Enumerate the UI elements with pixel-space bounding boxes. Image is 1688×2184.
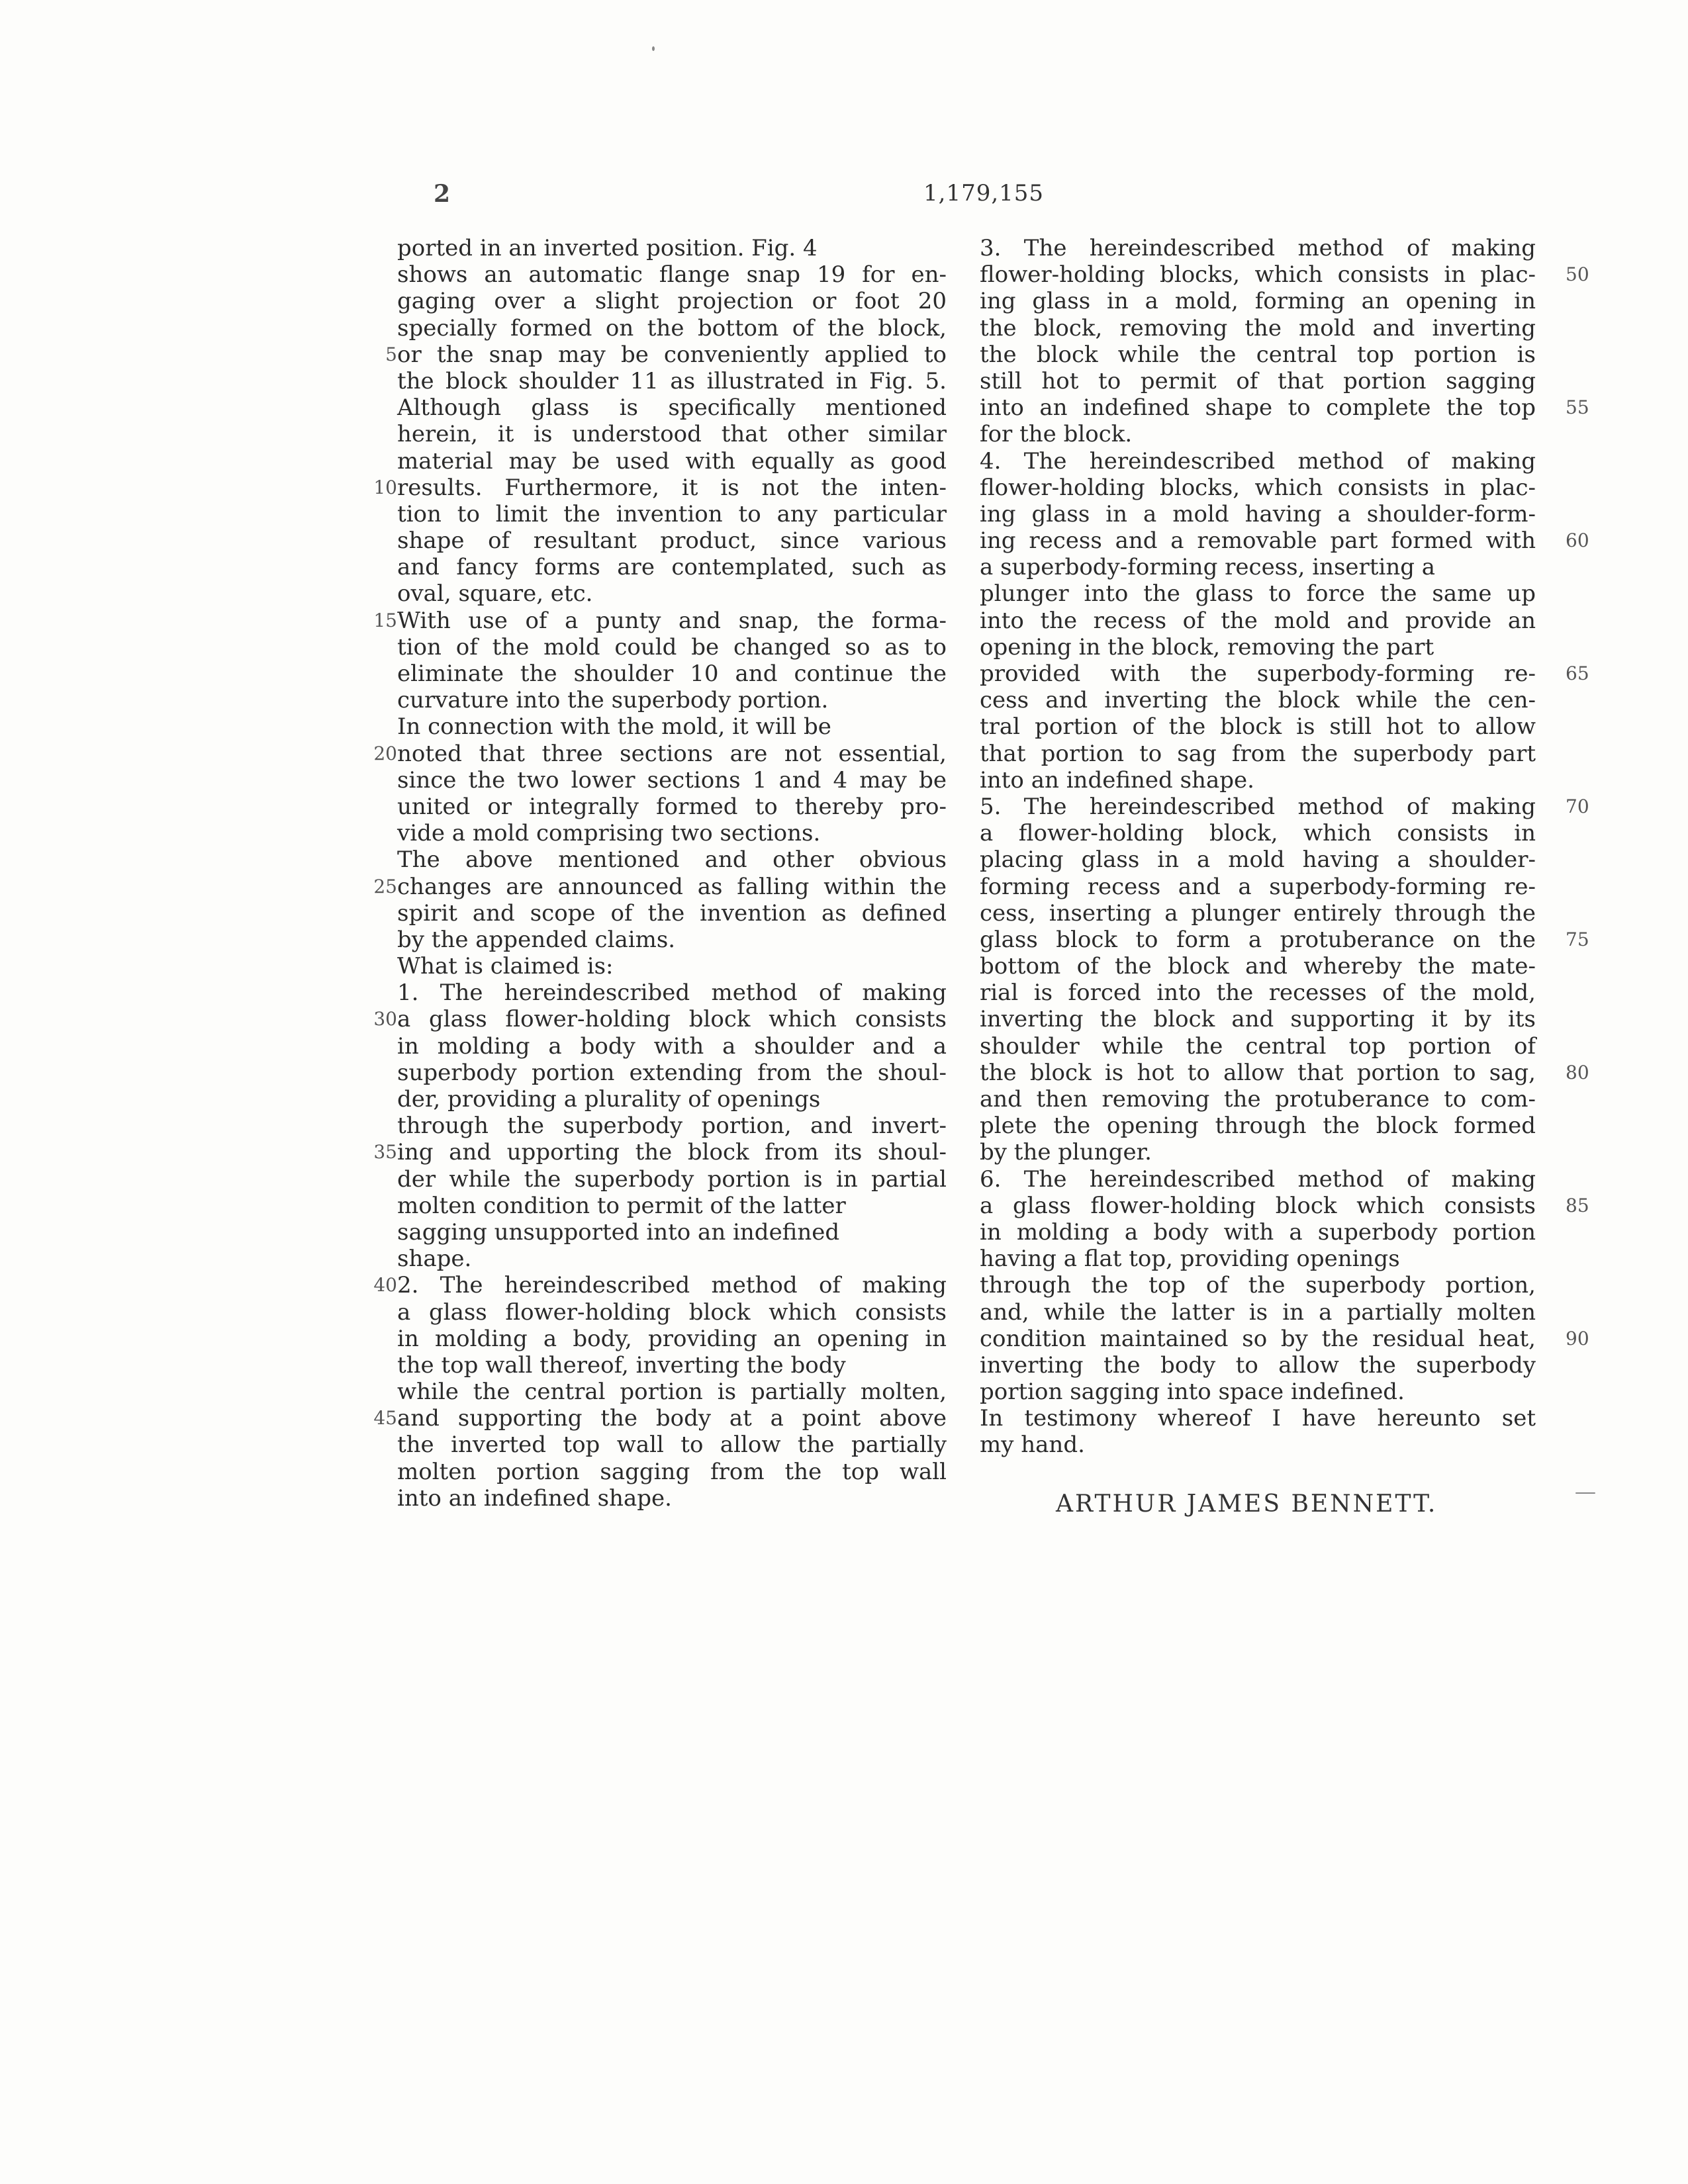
right-text-line bbox=[980, 1059, 1589, 1086]
right-line-text: bottom of the block and whereby the mate- bbox=[980, 953, 1536, 980]
line-number: 60 bbox=[1566, 529, 1589, 552]
line-number: 50 bbox=[1566, 263, 1589, 286]
right-text-line bbox=[980, 1033, 1542, 1060]
left-line-text: into an indefined shape. bbox=[397, 1484, 672, 1512]
right-line-text: in molding a body with a superbody portion bbox=[980, 1218, 1536, 1246]
right-line-text: In testimony whereof I have hereunto set bbox=[980, 1405, 1536, 1432]
right-line-text: a glass flower-holding block which consists bbox=[980, 1192, 1536, 1219]
left-text-line bbox=[397, 820, 953, 846]
right-text-line bbox=[980, 1299, 1542, 1326]
right-line-text: into an indefined shape. bbox=[980, 766, 1254, 794]
right-text-line bbox=[980, 846, 1542, 873]
left-text-line bbox=[397, 979, 953, 1006]
left-line-text: specially formed on the bottom of the block, bbox=[397, 314, 947, 341]
right-line-text: 4. The hereindescribed method of making bbox=[980, 447, 1536, 475]
left-text-line bbox=[373, 607, 953, 634]
left-line-text: and supporting the body at a point above bbox=[397, 1405, 947, 1432]
right-line-text: inverting the body to allow the superbody bbox=[980, 1351, 1536, 1379]
right-text-line bbox=[980, 979, 1542, 1006]
patent-number: 1,179,155 bbox=[923, 180, 1045, 206]
left-line-text: by the appended claims. bbox=[397, 926, 676, 953]
left-text-line bbox=[397, 1432, 953, 1458]
left-text-line bbox=[373, 1006, 953, 1033]
right-text-line bbox=[980, 235, 1542, 261]
left-text-line bbox=[397, 660, 953, 687]
left-text-line bbox=[397, 1193, 953, 1219]
right-text-line bbox=[980, 1272, 1542, 1298]
left-line-text: herein, it is understood that other similar bbox=[397, 421, 947, 448]
right-line-text: ing recess and a removable part formed with bbox=[980, 527, 1536, 555]
right-line-text: tral portion of the block is still hot to allow bbox=[980, 713, 1536, 741]
left-line-text: gaging over a slight projection or foot 20 bbox=[397, 288, 947, 315]
right-text-line bbox=[980, 394, 1589, 422]
left-text-line bbox=[397, 1326, 953, 1352]
right-text-line bbox=[980, 1246, 1542, 1272]
right-line-text: the block, removing the mold and inverting bbox=[980, 314, 1536, 341]
right-line-text: ing glass in a mold having a shoulder-form- bbox=[980, 500, 1536, 527]
left-line-text: spirit and scope of the invention as defined bbox=[397, 899, 947, 927]
left-line-text: curvature into the superbody portion. bbox=[397, 687, 829, 714]
left-text-line bbox=[397, 927, 953, 953]
right-line-text: opening in the block, removing the part bbox=[980, 633, 1434, 660]
right-line-text: ing glass in a mold, forming an opening in bbox=[980, 288, 1536, 315]
right-line-text: inverting the block and supporting it by its bbox=[980, 1006, 1536, 1033]
left-text-line bbox=[397, 501, 953, 527]
left-text-line bbox=[397, 687, 953, 713]
right-text-line bbox=[980, 527, 1589, 555]
left-text-line bbox=[397, 794, 953, 820]
right-text-line bbox=[980, 793, 1589, 820]
line-number: 25 bbox=[373, 875, 397, 897]
left-text-line bbox=[397, 580, 953, 607]
right-text-line bbox=[980, 1405, 1542, 1432]
left-text-line bbox=[373, 1272, 953, 1299]
right-line-text: into an indefined shape to complete the top bbox=[980, 394, 1536, 422]
left-text-line bbox=[397, 421, 953, 447]
line-number: 35 bbox=[373, 1141, 397, 1163]
right-line-text: flower-holding blocks, which consists in plac- bbox=[980, 261, 1536, 289]
left-line-text: shape. bbox=[397, 1246, 472, 1273]
right-line-text: plunger into the glass to force the same up bbox=[980, 580, 1536, 608]
left-text-line bbox=[397, 953, 953, 979]
right-text-line bbox=[980, 554, 1542, 580]
right-line-text: a superbody-forming recess, inserting a bbox=[980, 554, 1436, 581]
right-line-text: plete the opening through the block formed bbox=[980, 1113, 1536, 1140]
right-line-text: 3. The hereindescribed method of making bbox=[980, 235, 1536, 261]
right-text-line bbox=[980, 926, 1589, 953]
left-line-text: or the snap may be conveniently applied to bbox=[397, 341, 947, 368]
right-text-line bbox=[980, 580, 1542, 607]
right-text-line bbox=[980, 1432, 1542, 1458]
left-line-text: in molding a body, providing an opening in bbox=[397, 1325, 947, 1352]
right-line-text: still hot to permit of that portion sagging bbox=[980, 367, 1536, 394]
left-line-text: the top wall thereof, inverting the body bbox=[397, 1351, 846, 1379]
left-line-text: der while the superbody portion is in partial bbox=[397, 1165, 947, 1193]
left-text-line bbox=[397, 394, 953, 421]
left-text-line bbox=[397, 554, 953, 580]
left-text-line bbox=[373, 474, 953, 501]
right-text-line bbox=[980, 900, 1542, 927]
right-text-line bbox=[980, 448, 1542, 475]
left-text-line bbox=[397, 527, 953, 554]
left-text-line bbox=[397, 261, 953, 288]
left-line-text: changes are announced as falling within the bbox=[397, 873, 947, 900]
left-text-line bbox=[397, 1086, 953, 1113]
left-text-line bbox=[397, 368, 953, 394]
left-text-column bbox=[373, 235, 953, 1512]
scan-mark bbox=[1575, 1492, 1595, 1494]
right-line-text: and, while the latter is in a partially molten bbox=[980, 1298, 1536, 1326]
left-text-line bbox=[397, 448, 953, 475]
right-text-line bbox=[980, 1166, 1542, 1193]
left-text-line bbox=[397, 846, 953, 873]
line-number: 55 bbox=[1566, 396, 1589, 419]
right-line-text: cess and inverting the block while the cen- bbox=[980, 687, 1536, 714]
right-line-text: that portion to sag from the superbody part bbox=[980, 740, 1536, 767]
left-line-text: the inverted top wall to allow the partially bbox=[397, 1432, 947, 1459]
left-line-text: while the central portion is partially molten, bbox=[397, 1379, 947, 1406]
line-number: 40 bbox=[373, 1274, 397, 1297]
line-number: 45 bbox=[373, 1407, 397, 1430]
right-line-text: the block while the central top portion is bbox=[980, 341, 1536, 368]
right-line-text: the block is hot to allow that portion to sag, bbox=[980, 1059, 1536, 1086]
left-text-line bbox=[373, 1139, 953, 1166]
left-line-text: sagging unsupported into an indefined bbox=[397, 1218, 840, 1246]
line-number: 10 bbox=[373, 476, 397, 498]
left-line-text: shows an automatic flange snap 19 for en- bbox=[397, 261, 947, 289]
right-line-text: 6. The hereindescribed method of making bbox=[980, 1165, 1536, 1193]
right-line-text: into the recess of the mold and provide an bbox=[980, 607, 1536, 634]
right-text-line bbox=[980, 1192, 1589, 1219]
right-text-line bbox=[980, 634, 1542, 660]
left-line-text: a glass flower-holding block which consists bbox=[397, 1006, 947, 1033]
left-text-line bbox=[397, 1246, 953, 1272]
scan-speck bbox=[652, 46, 655, 51]
right-text-line bbox=[980, 1325, 1589, 1352]
left-line-text: 1. The hereindescribed method of making bbox=[397, 979, 947, 1007]
right-line-text: and then removing the protuberance to com- bbox=[980, 1086, 1536, 1113]
right-text-line bbox=[980, 1113, 1542, 1139]
right-line-text: flower-holding blocks, which consists in plac- bbox=[980, 474, 1536, 501]
right-line-text: cess, inserting a plunger entirely through the bbox=[980, 899, 1536, 927]
right-text-line bbox=[980, 501, 1542, 527]
left-text-line bbox=[397, 1033, 953, 1060]
left-line-text: through the superbody portion, and invert- bbox=[397, 1113, 947, 1140]
right-line-text: rial is forced into the recesses of the mold, bbox=[980, 979, 1536, 1007]
right-text-line bbox=[980, 1219, 1542, 1246]
right-text-line bbox=[980, 874, 1542, 900]
right-text-line bbox=[980, 368, 1542, 394]
left-line-text: since the two lower sections 1 and 4 may be bbox=[397, 766, 947, 794]
right-line-text: through the top of the superbody portion, bbox=[980, 1272, 1536, 1299]
left-line-text: ing and upporting the block from its shoul- bbox=[397, 1139, 947, 1166]
line-number: 70 bbox=[1566, 795, 1589, 817]
line-number: 5 bbox=[385, 343, 397, 365]
right-text-line bbox=[980, 953, 1542, 979]
left-line-text: What is claimed is: bbox=[397, 953, 614, 980]
right-line-text: by the plunger. bbox=[980, 1139, 1152, 1166]
left-line-text: molten condition to permit of the latter bbox=[397, 1192, 846, 1219]
left-line-text: shape of resultant product, since various bbox=[397, 527, 947, 555]
line-number: 90 bbox=[1566, 1327, 1589, 1349]
left-line-text: oval, square, etc. bbox=[397, 580, 593, 608]
left-text-line bbox=[373, 1405, 953, 1432]
left-line-text: der, providing a plurality of openings bbox=[397, 1086, 821, 1113]
right-line-text: placing glass in a mold having a shoulder- bbox=[980, 846, 1536, 874]
left-line-text: the block shoulder 11 as illustrated in Fig. 5. bbox=[397, 367, 947, 394]
left-line-text: tion of the mold could be changed so as to bbox=[397, 633, 947, 660]
left-line-text: 2. The hereindescribed method of making bbox=[397, 1272, 947, 1299]
left-line-text: The above mentioned and other obvious bbox=[397, 846, 947, 874]
left-text-line bbox=[397, 1219, 953, 1246]
right-text-line bbox=[980, 421, 1542, 447]
right-line-text: provided with the superbody-forming re- bbox=[980, 660, 1536, 687]
right-line-text: condition maintained so by the residual heat, bbox=[980, 1325, 1536, 1352]
right-text-line bbox=[980, 687, 1542, 713]
left-text-line bbox=[397, 1060, 953, 1086]
right-line-text: shoulder while the central top portion of bbox=[980, 1032, 1536, 1060]
right-line-text: glass block to form a protuberance on the bbox=[980, 926, 1536, 953]
line-number: 75 bbox=[1566, 928, 1589, 950]
left-text-line bbox=[397, 900, 953, 927]
right-text-line bbox=[980, 261, 1589, 289]
left-line-text: With use of a punty and snap, the forma- bbox=[397, 607, 947, 634]
right-text-line bbox=[980, 288, 1542, 314]
right-text-line bbox=[980, 1139, 1542, 1165]
line-number: 85 bbox=[1566, 1194, 1589, 1216]
right-text-line bbox=[980, 315, 1542, 341]
left-line-text: material may be used with equally as good bbox=[397, 447, 947, 475]
right-text-line bbox=[980, 1086, 1542, 1113]
right-line-text: portion sagging into space indefined. bbox=[980, 1379, 1405, 1406]
line-number: 20 bbox=[373, 742, 397, 764]
right-text-column bbox=[980, 235, 1589, 1459]
right-text-line bbox=[980, 1006, 1542, 1032]
left-line-text: vide a mold comprising two sections. bbox=[397, 820, 821, 847]
left-line-text: In connection with the mold, it will be bbox=[397, 713, 831, 741]
left-line-text: united or integrally formed to thereby pro- bbox=[397, 793, 947, 820]
page-number: 2 bbox=[434, 180, 451, 208]
right-line-text: having a flat top, providing openings bbox=[980, 1246, 1400, 1273]
left-line-text: molten portion sagging from the top wall bbox=[397, 1458, 947, 1485]
left-line-text: superbody portion extending from the shoul- bbox=[397, 1059, 947, 1086]
left-line-text: in molding a body with a shoulder and a bbox=[397, 1032, 947, 1060]
left-text-line bbox=[397, 1352, 953, 1379]
right-line-text: 5. The hereindescribed method of making bbox=[980, 793, 1536, 820]
right-line-text: forming recess and a superbody-forming re- bbox=[980, 873, 1536, 900]
left-text-line bbox=[373, 873, 953, 900]
right-text-line bbox=[980, 1379, 1542, 1405]
right-text-line bbox=[980, 820, 1542, 846]
line-number: 30 bbox=[373, 1008, 397, 1030]
left-text-line bbox=[397, 1113, 953, 1139]
line-number: 80 bbox=[1566, 1061, 1589, 1083]
left-text-line bbox=[397, 1485, 953, 1512]
left-line-text: a glass flower-holding block which consists bbox=[397, 1298, 947, 1326]
left-line-text: results. Furthermore, it is not the inten- bbox=[397, 474, 947, 501]
right-line-text: my hand. bbox=[980, 1432, 1085, 1459]
line-number: 15 bbox=[373, 609, 397, 631]
left-text-line bbox=[373, 740, 953, 767]
left-line-text: tion to limit the invention to any particular bbox=[397, 500, 947, 527]
left-text-line bbox=[385, 341, 953, 368]
left-line-text: Although glass is specifically mentioned bbox=[397, 394, 947, 422]
right-text-line bbox=[980, 660, 1589, 687]
line-number: 65 bbox=[1566, 662, 1589, 684]
left-text-line bbox=[397, 288, 953, 314]
right-text-line bbox=[980, 608, 1542, 634]
left-line-text: and fancy forms are contemplated, such as bbox=[397, 554, 947, 581]
left-text-line bbox=[397, 235, 953, 261]
left-text-line bbox=[397, 1379, 953, 1405]
right-text-line bbox=[980, 713, 1542, 740]
inventor-signature: ARTHUR JAMES BENNETT. bbox=[1056, 1490, 1438, 1518]
left-text-line bbox=[397, 713, 953, 740]
left-text-line bbox=[397, 767, 953, 794]
right-line-text: for the block. bbox=[980, 421, 1133, 448]
left-text-line bbox=[397, 315, 953, 341]
left-text-line bbox=[397, 1459, 953, 1485]
left-text-line bbox=[397, 1299, 953, 1326]
left-line-text: noted that three sections are not essential, bbox=[397, 740, 947, 767]
left-text-line bbox=[397, 634, 953, 660]
left-line-text: ported in an inverted position. Fig. 4 bbox=[397, 235, 818, 261]
right-text-line bbox=[980, 1352, 1542, 1379]
right-line-text: a flower-holding block, which consists in bbox=[980, 820, 1536, 847]
right-text-line bbox=[980, 475, 1542, 501]
right-text-line bbox=[980, 741, 1542, 767]
right-text-line bbox=[980, 767, 1542, 794]
left-line-text: eliminate the shoulder 10 and continue the bbox=[397, 660, 947, 687]
right-text-line bbox=[980, 341, 1542, 368]
left-text-line bbox=[397, 1166, 953, 1193]
